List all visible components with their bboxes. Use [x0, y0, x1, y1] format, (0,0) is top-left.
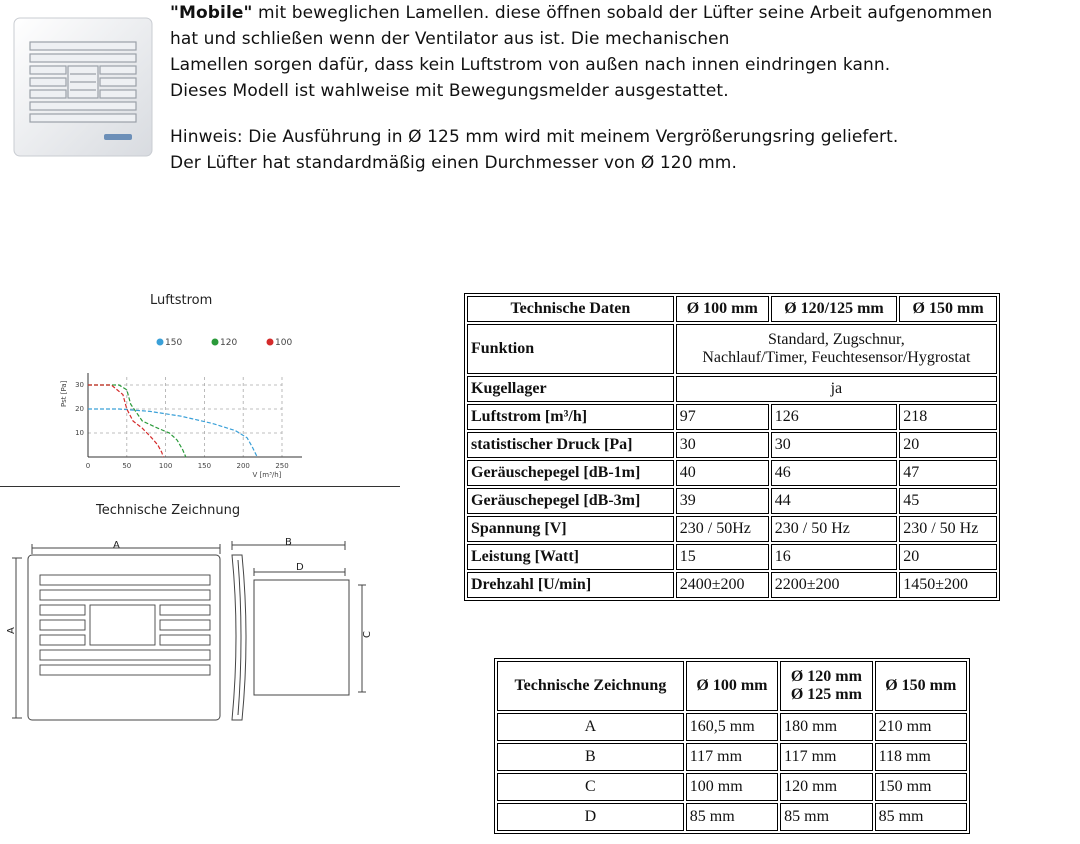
header-cell: Technische Zeichnung	[497, 661, 684, 711]
row-label: Spannung [V]	[467, 516, 674, 542]
row-label: C	[497, 773, 684, 801]
row-label: Drehzahl [U/min]	[467, 572, 674, 598]
dim-label-b: B	[285, 537, 292, 548]
table-row	[467, 572, 997, 598]
product-name: "Mobile"	[170, 3, 253, 23]
table-header-row	[467, 296, 997, 322]
table-cell: 100 mm	[686, 773, 778, 801]
x-tick-label: 0	[85, 462, 91, 470]
table-cell: 46	[771, 460, 897, 486]
table-cell: 230 / 50 Hz	[771, 516, 897, 542]
row-label: statistischer Druck [Pa]	[467, 432, 674, 458]
header-cell: Ø 100 mm	[686, 661, 778, 711]
row-label: Leistung [Watt]	[467, 544, 674, 570]
table-cell: 47	[899, 460, 997, 486]
intro-line-3: Lamellen sorgen dafür, dass kein Luftstrom von außen nach innen eindringen kann.	[170, 55, 891, 75]
note-line-1: Hinweis: Die Ausführung in Ø 125 mm wird mit meinem Vergrößerungsring geliefert.	[170, 127, 899, 147]
row-label: Funktion	[467, 324, 674, 374]
legend-label-100: 100	[275, 338, 293, 348]
header-cell: Ø 100 mm	[676, 296, 769, 322]
y-tick-label: 10	[75, 429, 84, 437]
row-label: Kugellager	[467, 376, 674, 402]
table-cell: 230 / 50 Hz	[899, 516, 997, 542]
table-cell: 85 mm	[875, 803, 967, 831]
table-cell: 85 mm	[780, 803, 872, 831]
table-row	[467, 544, 997, 570]
table-cell: 230 / 50Hz	[676, 516, 769, 542]
table-cell: 85 mm	[686, 803, 778, 831]
intro-text	[170, 0, 1075, 176]
table-cell: 2200±200	[771, 572, 897, 598]
row-label: B	[497, 743, 684, 771]
legend-label-150: 150	[165, 338, 183, 348]
chart-heading: Luftstrom	[150, 293, 213, 308]
note-line-2: Der Lüfter hat standardmäßig einen Durchmesser von Ø 120 mm.	[170, 153, 737, 173]
header-cell: Ø 150 mm	[899, 296, 997, 322]
table-cell: 45	[899, 488, 997, 514]
x-tick-label: 250	[275, 462, 289, 470]
dim-label-a-side: A	[6, 627, 17, 634]
intro-line-1: "Mobile" mit beweglichen Lamellen. diese öffnen sobald der Lüfter seine Arbeit aufgenommen	[170, 3, 993, 23]
product-image	[8, 12, 158, 162]
table-cell: 44	[771, 488, 897, 514]
table-row	[467, 516, 997, 542]
technical-data-table	[464, 293, 1000, 601]
legend-marker-120	[212, 339, 219, 346]
airflow-chart-svg	[20, 330, 320, 480]
table-cell: 15	[676, 544, 769, 570]
x-tick-label: 50	[122, 462, 132, 470]
x-axis-label: V [m³/h]	[252, 471, 282, 479]
section-divider	[0, 486, 400, 487]
table-row	[467, 488, 997, 514]
table-cell: 126	[771, 404, 897, 430]
legend-marker-150	[157, 339, 164, 346]
table-cell: 180 mm	[780, 713, 872, 741]
intro-line-4: Dieses Modell ist wahlweise mit Bewegungsmelder ausgestattet.	[170, 81, 729, 101]
row-label: Luftstrom [m³/h]	[467, 404, 674, 430]
x-tick-label: 200	[236, 462, 250, 470]
funktion-value: Standard, Zugschnur, Nachlauf/Timer, Feuchtesensor/Hygrostat	[676, 324, 997, 374]
table-row	[467, 324, 997, 374]
table-row	[467, 432, 997, 458]
row-label: D	[497, 803, 684, 831]
table-cell: 1450±200	[899, 572, 997, 598]
row-label: Geräuschepegel [dB-3m]	[467, 488, 674, 514]
table-cell: 30	[676, 432, 769, 458]
series-line-120	[88, 385, 186, 457]
header-cell: Ø 120/125 mm	[771, 296, 897, 322]
table-row	[497, 773, 967, 801]
table-row	[467, 404, 997, 430]
table-cell: 39	[676, 488, 769, 514]
row-label: A	[497, 713, 684, 741]
table-cell: 20	[899, 544, 997, 570]
series-line-100	[88, 385, 163, 457]
x-tick-label: 100	[158, 462, 173, 470]
table-row	[467, 460, 997, 486]
table-cell: 117 mm	[686, 743, 778, 771]
table-cell: 40	[676, 460, 769, 486]
dim-label-a: A	[113, 540, 120, 551]
header-cell: Technische Daten	[467, 296, 674, 322]
kugellager-value: ja	[676, 376, 997, 402]
row-label: Geräuschepegel [dB-1m]	[467, 460, 674, 486]
table-cell: 117 mm	[780, 743, 872, 771]
table-row	[497, 803, 967, 831]
legend-marker-100	[267, 339, 274, 346]
technical-drawing	[6, 530, 390, 730]
drawing-heading: Technische Zeichnung	[96, 503, 241, 518]
table-cell: 118 mm	[875, 743, 967, 771]
table-cell: 120 mm	[780, 773, 872, 801]
table-cell: 210 mm	[875, 713, 967, 741]
dim-label-c: C	[362, 631, 373, 638]
dim-label-d: D	[296, 562, 304, 573]
table-row	[467, 376, 997, 402]
table-row	[497, 743, 967, 771]
table-cell: 160,5 mm	[686, 713, 778, 741]
table-row	[497, 713, 967, 741]
y-tick-label: 30	[75, 381, 84, 389]
table-cell: 150 mm	[875, 773, 967, 801]
y-tick-label: 20	[75, 405, 84, 413]
table-cell: 218	[899, 404, 997, 430]
header-cell: Ø 150 mm	[875, 661, 967, 711]
x-tick-label: 150	[197, 462, 212, 470]
table-cell: 30	[771, 432, 897, 458]
legend-label-120: 120	[220, 338, 238, 348]
table-cell: 20	[899, 432, 997, 458]
intro-line-2: hat und schließen wenn der Ventilator aus ist. Die mechanischen	[170, 29, 730, 49]
table-cell: 16	[771, 544, 897, 570]
y-axis-label: Pst [Pa]	[60, 380, 68, 407]
header-cell: Ø 120 mm Ø 125 mm	[780, 661, 872, 711]
table-cell: 97	[676, 404, 769, 430]
drawing-dimensions-table	[494, 658, 970, 834]
airflow-chart	[20, 330, 320, 480]
table-header-row	[497, 661, 967, 711]
table-cell: 2400±200	[676, 572, 769, 598]
